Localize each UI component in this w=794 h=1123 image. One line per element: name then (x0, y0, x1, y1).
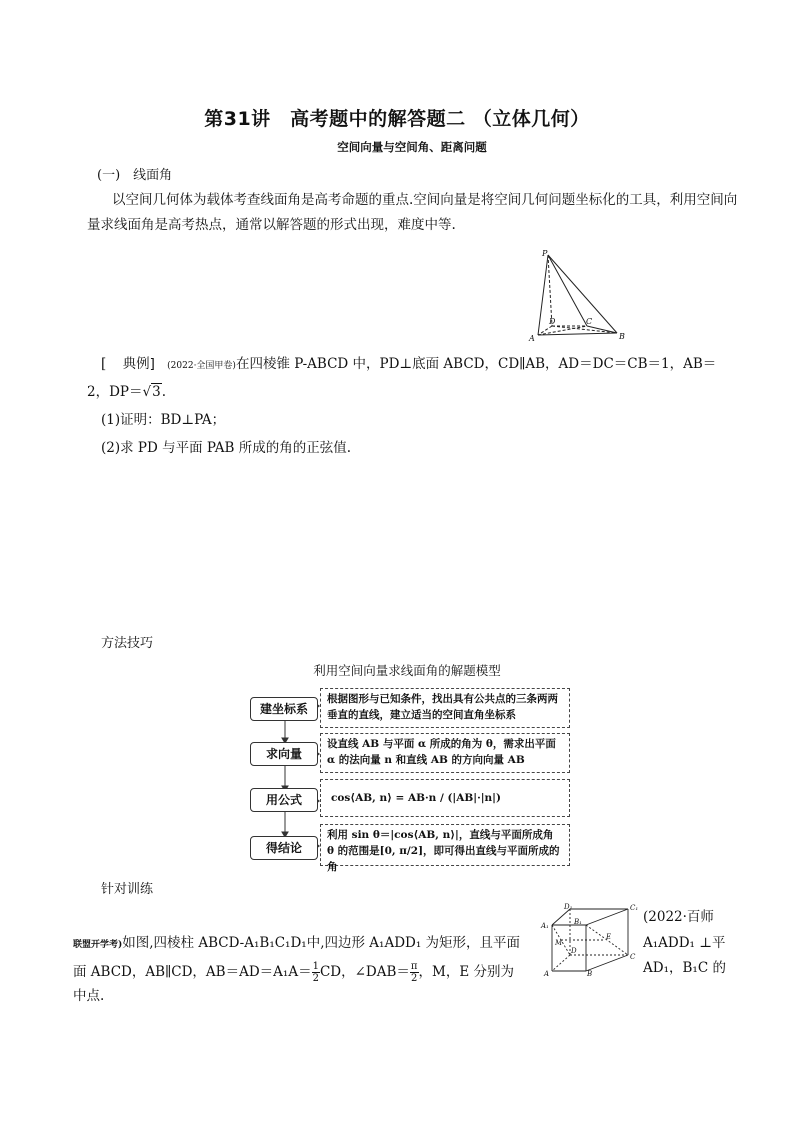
question-1: (1)证明：BD⊥PA； (101, 412, 226, 428)
fig2-label-b1: B₁ (574, 918, 582, 926)
fig2-label-d: D (571, 947, 577, 955)
training-text-2c: ，M，E 分别为 (418, 964, 514, 980)
fig2-label-d1: D₁ (564, 903, 573, 911)
model-title: 利用空间向量求线面角的解题模型 (313, 663, 501, 678)
step-find-vectors: 求向量 (250, 742, 318, 766)
training-line-3: 中点. (73, 988, 105, 1004)
fig2-label-m: M (555, 939, 563, 947)
example-text-c: . (161, 384, 166, 400)
training-right-2: A₁ADD₁ ⊥平 (643, 935, 726, 951)
prism-figure (540, 903, 640, 978)
step-apply-formula: 用公式 (250, 788, 318, 812)
example-bracket: [ (101, 356, 107, 372)
fig2-label-e: E (606, 933, 612, 941)
fig2-label-a1: A₁ (541, 922, 549, 930)
training-source-right: (2022·百师 (643, 909, 714, 925)
page-subtitle: 空间向量与空间角、距离问题 (337, 140, 487, 154)
section-heading: (一) 线面角 (97, 168, 173, 183)
training-text-1: 如图,四棱柱 ABCD-A₁B₁C₁D₁中,四边形 A₁ADD₁ 为矩形，且平面 (122, 935, 521, 951)
fraction-half: $\frac{1}{2}$ (312, 961, 319, 984)
step-desc-1: 根据图形与已知条件，找出具有公共点的三条两两垂直的直线，建立适当的空间直角坐标系 (320, 688, 570, 728)
fraction-pi-half: $\frac{\pi}{2}$ (410, 961, 418, 984)
fig1-label-a: A (529, 334, 535, 343)
training-label: 针对训练 (101, 882, 154, 897)
fig1-label-p: P (542, 249, 548, 258)
fig1-label-b: B (619, 332, 625, 341)
training-text-2: 面 ABCD，AB∥CD，AB＝AD＝A₁A＝ (73, 964, 312, 980)
example-problem: [ 典例] (2022·全国甲卷)在四棱锥 P-ABCD 中，PD⊥底面 ABCD，CD∥AB，AD＝DC＝CB＝1，AB＝ 2，DP＝√3. (87, 356, 717, 400)
page-title: 第31讲 高考题中的解答题二 （立体几何） (204, 108, 590, 130)
fig1-label-c: C (586, 317, 593, 326)
example-source: (2022·全国甲卷) (167, 361, 236, 371)
example-text-b: 2，DP＝ (87, 384, 143, 400)
example-text-a: 在四棱锥 P-ABCD 中，PD⊥底面 ABCD，CD∥AB，AD＝DC＝CB＝1，AB＝ (235, 356, 717, 372)
training-line-1 (73, 931, 520, 951)
fig2-label-c1: C₁ (630, 904, 639, 912)
fig2-label-b: B (587, 970, 593, 978)
step-desc-3: cos⟨AB, n⟩ = AB·n / (|AB|·|n|) (320, 779, 570, 817)
step-desc-4: 利用 sin θ＝|cos⟨AB, n⟩|，直线与平面所成角 θ 的范围是[0, π/2]，即可得出直线与平面所成的角 (320, 824, 570, 866)
fig1-label-d: D (549, 317, 556, 326)
training-text-2b: CD，∠DAB＝ (319, 964, 410, 980)
flow-connector (280, 700, 290, 850)
step-conclusion: 得结论 (250, 836, 318, 860)
intro-paragraph: 以空间几何体为载体考查线面角是高考命题的重点.空间向量是将空间几何问题坐标化的工具，利用空间向量求线面角是高考热点，通常以解答题的形式出现，难度中等. (87, 192, 738, 233)
method-label: 方法技巧 (101, 636, 154, 651)
fig2-label-a: A (544, 970, 550, 978)
example-label: 典例] (122, 356, 155, 372)
example-sqrt: 3 (152, 384, 161, 400)
training-right-3: AD₁，B₁C 的 (643, 960, 726, 976)
fig2-label-c: C (630, 953, 636, 961)
training-line-2 (73, 960, 514, 984)
training-source: 联盟开学考) (73, 940, 123, 950)
step-build-coordinates: 建坐标系 (250, 697, 318, 721)
step-desc-2: 设直线 AB 与平面 α 所成的角为 θ，需求出平面 α 的法向量 n 和直线 AB 的方向向量 AB (320, 733, 570, 773)
pyramid-figure (525, 247, 635, 347)
question-2: (2)求 PD 与平面 PAB 所成的角的正弦值. (101, 440, 352, 456)
